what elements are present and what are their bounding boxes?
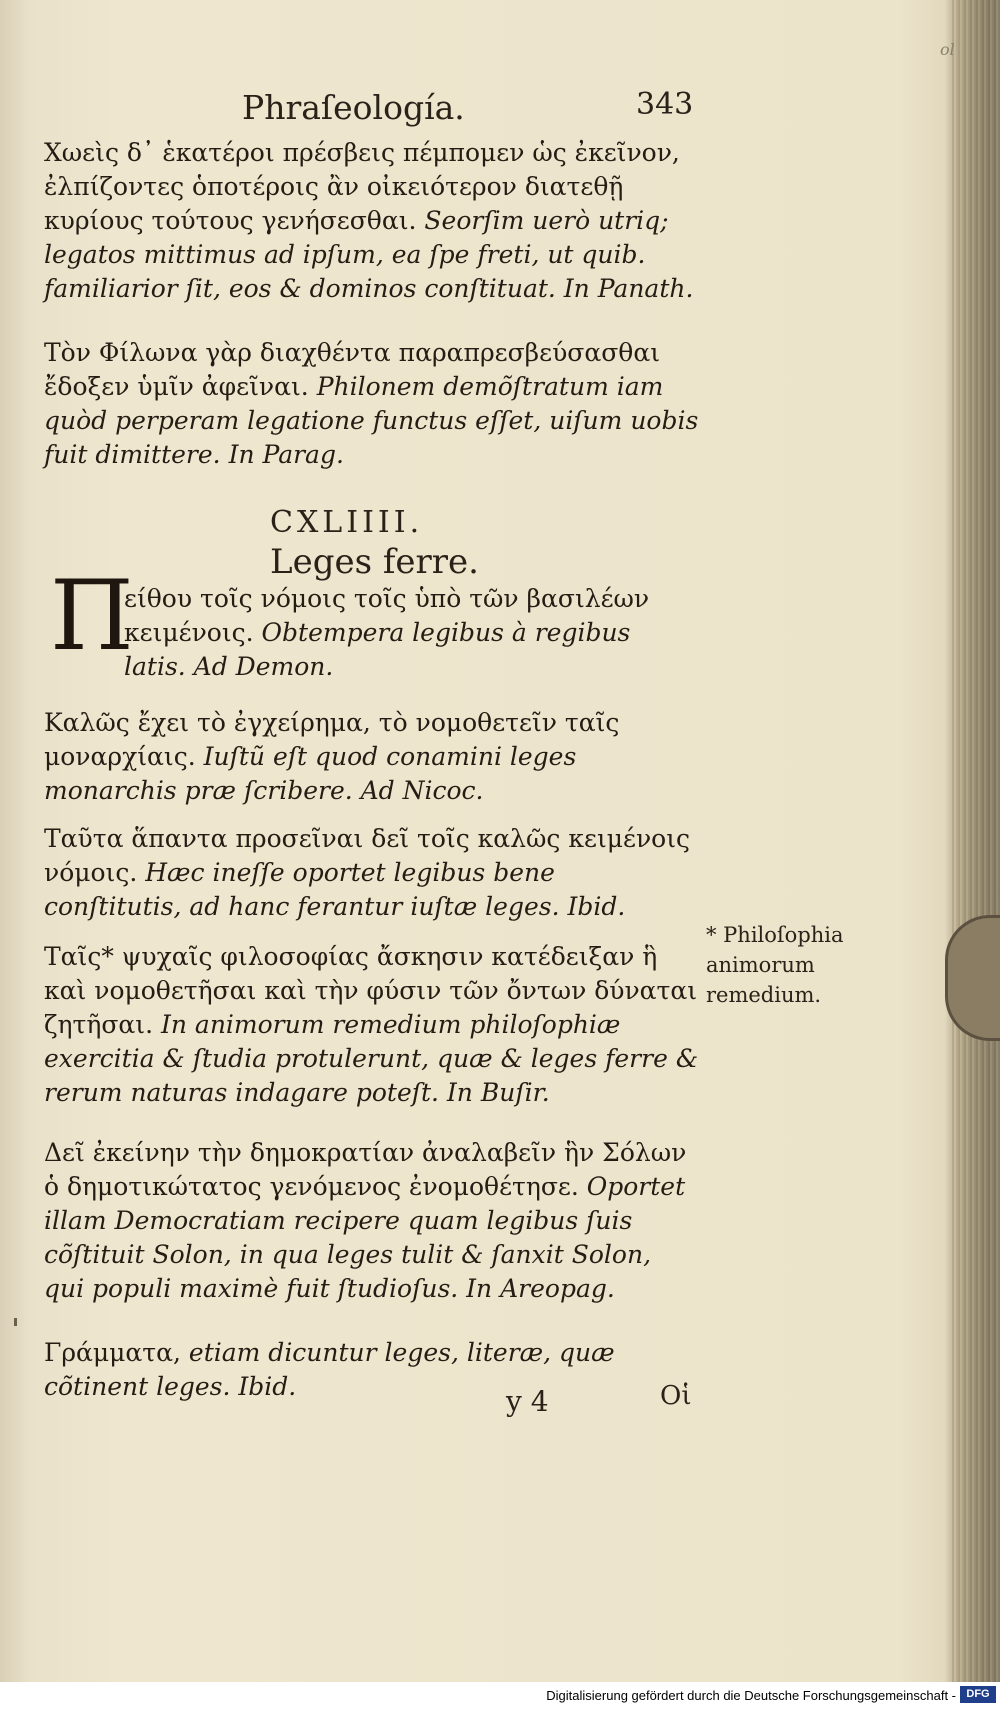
- section-paragraph-2: [44, 706, 699, 808]
- latin-text: etiam dicuntur leges, literæ, quæ cõtinent leges. Ibid.: [44, 1338, 615, 1401]
- signature-mark: y 4: [506, 1385, 549, 1418]
- greek-text: Ταῖς* ψυχαῖς φιλοσοφίας ἄσκησιν κατέδειξαν ἣ καὶ νομοθετῆσαι καὶ τὴν φύσιν τῶν ὄντων δύναται ζητῆσαι.: [44, 942, 698, 1039]
- running-head: Phraſeología.: [242, 88, 465, 127]
- greek-text: Καλῶς ἔχει τὸ ἐγχείρημα, τὸ νομοθετεῖν ταῖς μοναρχίαις.: [44, 708, 620, 771]
- section-paragraph-5: [44, 1136, 699, 1306]
- section-paragraph-4: [44, 940, 699, 1110]
- section-paragraph-3: [44, 822, 699, 924]
- thumb-tab-notch: [945, 915, 1000, 1041]
- margin-note: * Philoſophia animorum remedium.: [706, 923, 844, 1007]
- latin-text: Oportet illam Democratiam recipere quam legibus ſuis cõſtituit Solon, in qua leges tulit & ſanxit Solon, qui populi maximè fuit ſtudioſus. In Areopag.: [44, 1172, 686, 1303]
- greek-text: Δεῖ ἐκείνην τὴν δημοκρατίαν ἀναλαβεῖν ἣν Σόλων ὁ δημοτικώτατος γενόμενος ἐνομοθέτησε.: [44, 1138, 687, 1201]
- section-number: CXLIIII.: [270, 505, 424, 540]
- latin-text: Iuſtũ eſt quod conamini leges monarchis præ ſcribere. Ad Nicoc.: [44, 742, 577, 805]
- page-number: 343: [636, 87, 694, 122]
- ink-speck: [14, 1318, 17, 1326]
- section-paragraph-1: [124, 582, 699, 684]
- greek-text: Τὸν Φίλωνα γὰρ διαχθέντα παραπρεσβεύσασθαι ἔδοξεν ὑμῖν ἀφεῖναι.: [44, 338, 661, 401]
- latin-text: Philonem demõſtratum iam quòd perperam legatione functus eſſet, uiſum uobis fuit dimittere. In Parag.: [44, 372, 699, 469]
- latin-text: Hæc ineſſe oportet legibus bene conſtitutis, ad hanc ferantur iuſtæ leges. Ibid.: [44, 858, 626, 921]
- drop-capital: Π: [50, 560, 134, 672]
- greek-text: Χωεὶς δ᾽ ἑκατέροι πρέσβεις πέμπομεν ὡς ἐκεῖνον, ἐλπίζοντες ὁποτέροις ἂν οἰκειότερον διατεθῇ κυρίους τούτους γενήσεσθαι.: [44, 138, 680, 235]
- section-paragraph-6: [44, 1336, 699, 1404]
- catchword: Οἱ: [660, 1381, 692, 1411]
- greek-text: Γράμματα,: [44, 1338, 181, 1367]
- page-edges: [952, 0, 1000, 1682]
- latin-text: Obtempera legibus à regibus latis. Ad Demon.: [124, 618, 631, 681]
- latin-text: In animorum remedium philoſophiæ exercitia & ſtudia protulerunt, quæ & leges ferre & rerum naturas indagare poteſt. In Buſir.: [44, 1010, 699, 1107]
- dfg-logo: DFG: [960, 1686, 996, 1703]
- section-title: Leges ferre.: [270, 542, 479, 582]
- latin-text: Seorſim uerò utriq; legatos mittimus ad ipſum, ea ſpe freti, ut quib. familiarior ſit, eos & dominos conſtituat. In Panath.: [44, 206, 694, 303]
- corner-mark: ol: [940, 40, 955, 59]
- greek-text: είθου τοῖς νόμοις τοῖς ὑπὸ τῶν βασιλέων κειμένοις.: [124, 584, 650, 647]
- footer-credit: Digitalisierung gefördert durch die Deutsche Forschungsgemeinschaft -: [546, 1688, 956, 1703]
- paragraph-1: [44, 136, 699, 306]
- greek-text: Ταῦτα ἅπαντα προσεῖναι δεῖ τοῖς καλῶς κειμένοις νόμοις.: [44, 824, 690, 887]
- paragraph-2: [44, 336, 699, 472]
